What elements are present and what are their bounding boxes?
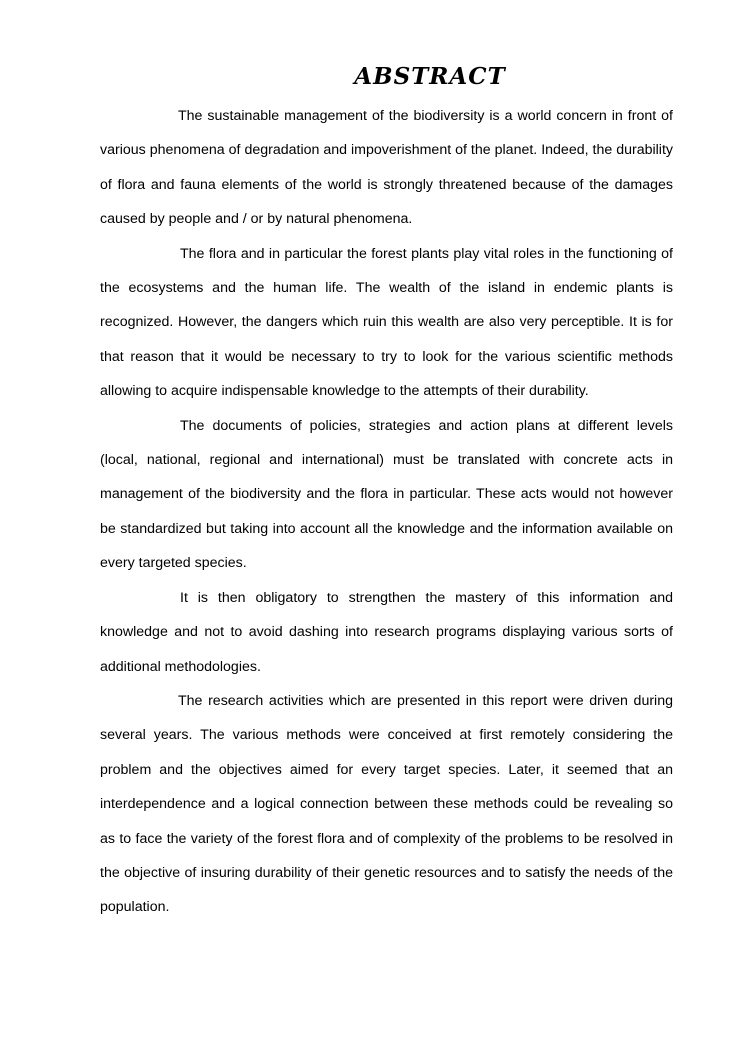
paragraph-5: The research activities which are presented in this report were driven during several years. The various methods were conceived at first remotely considering the problem and the objectives aimed for every target species. Later, it seemed that an interdependence and a logical connection between these methods could be revealing so as to face the variety of the forest flora and of complexity of the problems to be resolved in the objective of insuring durability of their genetic resources and to satisfy the needs of the population. [100, 692, 673, 916]
abstract-body [100, 99, 673, 925]
paragraph-2: The flora and in particular the forest plants play vital roles in the functioning of the ecosystems and the human life. The wealth of the island in endemic plants is recognized. However, the dangers which ruin this wealth are also very perceptible. It is for that reason that it would be necessary to try to look for the various scientific methods allowing to acquire indispensable knowledge to the attempts of their durability. [100, 245, 673, 400]
paragraph-3: The documents of policies, strategies and action plans at different levels (local, national, regional and international) must be translated with concrete acts in management of the biodiversity and the flora in particular. These acts would not however be standardized but taking into account all the knowledge and the information available on every targeted species. [100, 417, 673, 572]
paragraph-4: It is then obligatory to strengthen the mastery of this information and knowledge and not to avoid dashing into research programs displaying various sorts of additional methodologies. [100, 589, 673, 675]
abstract-title: ABSTRACT [354, 63, 506, 90]
paragraph-1: The sustainable management of the biodiversity is a world concern in front of various phenomena of degradation and impoverishment of the planet. Indeed, the durability of flora and fauna elements of the world is strongly threatened because of the damages caused by people and / or by natural phenomena. [100, 108, 673, 228]
